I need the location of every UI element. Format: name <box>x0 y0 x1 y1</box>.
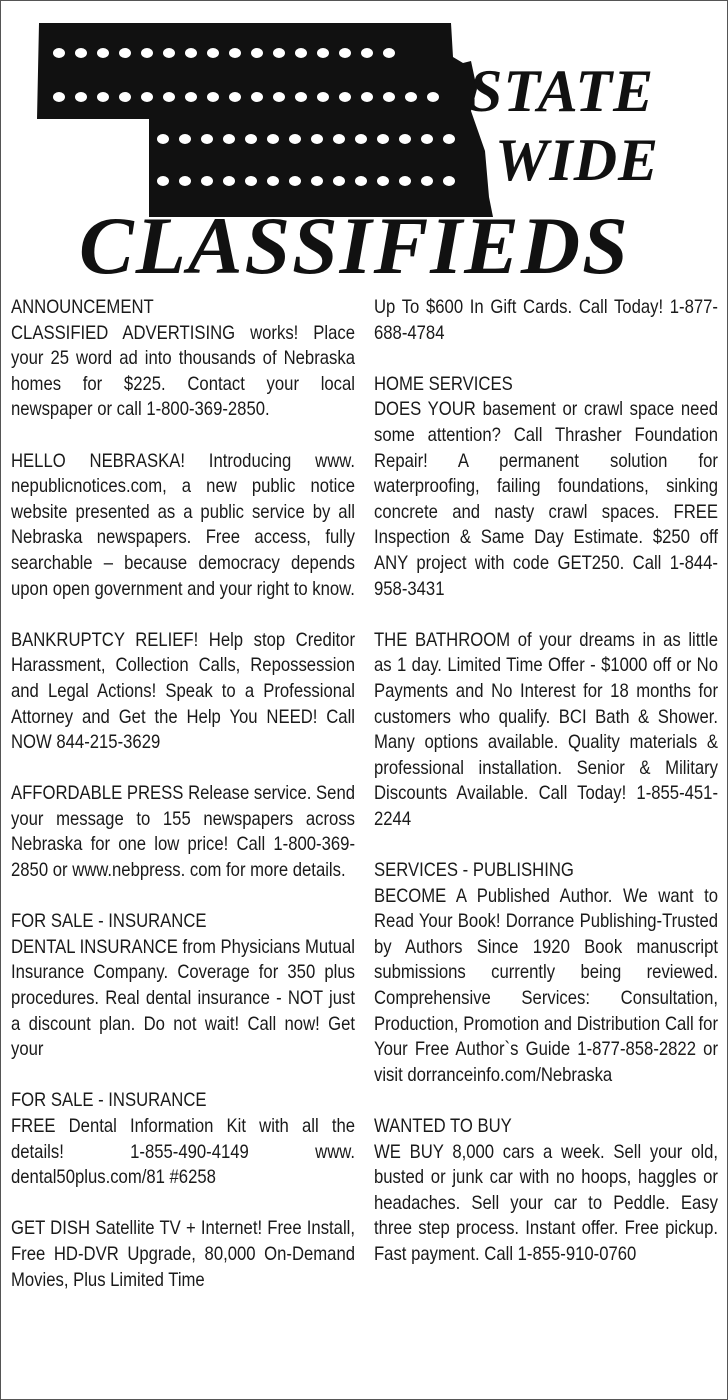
ad-text: GET DISH Satellite TV + Internet! Free Install, Free HD-DVR Upgrade, 80,000 On-Demand Movies, Plus Limited Time <box>11 1217 355 1291</box>
dot <box>289 134 301 144</box>
dot <box>443 176 455 186</box>
ad-text: DENTAL INSURANCE from Physicians Mutual Insurance Company. Coverage for 350 plus procedures. Real dental insurance - NOT just a discount plan. Do not wait! Call now! Get your <box>11 935 355 1061</box>
ad-dental-insurance <box>11 909 355 1063</box>
right-column <box>374 295 718 1268</box>
ad-heading: ANNOUNCEMENT <box>11 296 154 318</box>
ad-heading: WANTED TO BUY <box>374 1115 512 1137</box>
dot <box>207 48 219 58</box>
dot <box>251 92 263 102</box>
dot <box>311 176 323 186</box>
dot <box>157 176 169 186</box>
dot <box>377 176 389 186</box>
dot <box>355 134 367 144</box>
ad-heading: FOR SALE - INSURANCE <box>11 910 207 933</box>
dot <box>251 48 263 58</box>
dot <box>119 48 131 58</box>
dot <box>201 134 213 144</box>
dot <box>383 92 395 102</box>
ad-text: BANKRUPTCY RELIEF! Help stop Creditor Harassment, Collection Calls, Repossession and Legal Actions! Speak to a Professional Attorney and Get the Help You NEED! Call NOW 844-215-3629 <box>11 628 355 754</box>
ad-heading: HOME SERVICES <box>374 372 513 395</box>
dot <box>421 134 433 144</box>
dot <box>317 48 329 58</box>
dot <box>53 92 65 102</box>
ad-dish-tv <box>11 1216 355 1293</box>
dot <box>339 48 351 58</box>
dot <box>427 92 439 102</box>
masthead <box>1 1 728 297</box>
left-column <box>11 295 355 1293</box>
dot <box>229 92 241 102</box>
state-word: STATE <box>469 58 655 124</box>
ad-home-services <box>374 372 718 602</box>
dot <box>119 92 131 102</box>
dot <box>421 176 433 186</box>
dot <box>443 134 455 144</box>
ad-dish-tv-continued <box>374 295 718 346</box>
dot <box>289 176 301 186</box>
ad-text: CLASSIFIED ADVERTISING works! Place your 25 word ad into thousands of Nebraska homes for $225. Contact your local newspaper or call 1-800-369-2850. <box>11 321 355 421</box>
dot <box>207 92 219 102</box>
ad-text: HELLO NEBRASKA! Introducing www. nepublicnotices.com, a new public notice website presented as a public service by all Nebraska newspapers. Free access, fully searchable – because democracy depends upon open government and your right to know. <box>11 449 355 600</box>
dot <box>223 176 235 186</box>
ad-text: Up To $600 In Gift Cards. Call Today! 1-877-688-4784 <box>374 296 718 344</box>
dot <box>311 134 323 144</box>
dot <box>339 92 351 102</box>
dot <box>333 134 345 144</box>
dot <box>267 134 279 144</box>
dot <box>267 176 279 186</box>
dot <box>185 48 197 58</box>
dot <box>273 48 285 58</box>
dot <box>333 176 345 186</box>
ad-heading: FOR SALE - INSURANCE <box>11 1089 207 1112</box>
dot <box>179 134 191 144</box>
dot <box>97 92 109 102</box>
dot <box>317 92 329 102</box>
dot <box>157 134 169 144</box>
ad-announcement <box>11 295 355 423</box>
dot <box>361 92 373 102</box>
ad-text: WE BUY 8,000 cars a week. Sell your old, busted or junk car with no hoops, haggles or headaches. Sell your car to Peddle. Easy three step process. Instant offer. Free pickup. Fast payment. Call 1-855-910-0760 <box>374 1140 718 1265</box>
ad-text: BECOME A Published Author. We want to Read Your Book! Dorrance Publishing-Trusted by Authors Since 1920 Book manuscript submissions currently being reviewed. Comprehensive Services: Consultation, Production, Promotion and Distribution Call for Your Free Author`s Guide 1-877-858-2822 or visit dorranceinfo.com/Nebraska <box>374 884 718 1086</box>
dot <box>141 92 153 102</box>
dot <box>295 48 307 58</box>
dot <box>355 176 367 186</box>
classifieds-title: CLASSIFIEDS <box>79 200 630 291</box>
wide-word: WIDE <box>495 127 660 193</box>
dot <box>245 176 257 186</box>
dot <box>75 48 87 58</box>
ad-publishing <box>374 858 718 1088</box>
dot <box>399 134 411 144</box>
ad-bathroom <box>374 628 718 833</box>
dot <box>53 48 65 58</box>
ad-text: AFFORDABLE PRESS Release service. Send your message to 155 newspapers across Nebraska for one low price! Call 1-800-369-2850 or www.nebpress. com for more details. <box>11 782 355 882</box>
ad-wanted-to-buy <box>374 1114 718 1268</box>
dot <box>97 48 109 58</box>
ad-hello-nebraska <box>11 449 355 603</box>
dot <box>185 92 197 102</box>
ad-bankruptcy <box>11 628 355 756</box>
ad-text: THE BATHROOM of your dreams in as little as 1 day. Limited Time Offer - $1000 off or No Payments and No Interest for 18 months for customers who qualify. BCI Bath & Shower. Many options available. Quality materials & professional installation. Senior & Military Discounts Available. Call Today! 1-855-451-2244 <box>374 628 718 830</box>
dot <box>163 92 175 102</box>
ad-dental-kit <box>11 1088 355 1190</box>
dot <box>223 134 235 144</box>
dot <box>141 48 153 58</box>
dot <box>383 48 395 58</box>
ad-press-release <box>11 781 355 883</box>
dot <box>361 48 373 58</box>
dot <box>399 176 411 186</box>
dot <box>273 92 285 102</box>
dot <box>229 48 241 58</box>
ad-text: FREE Dental Information Kit with all the details! 1-855-490-4149 www. dental50plus.com/81 #6258 <box>11 1115 355 1189</box>
ad-heading: SERVICES - PUBLISHING <box>374 859 574 882</box>
ad-text: DOES YOUR basement or crawl space need some attention? Call Thrasher Foundation Repair! A permanent solution for waterproofing, failing foundations, sinking concrete and nasty crawl spaces. FREE Inspection & Same Day Estimate. $250 off ANY project with code GET250. Call 1-844-958-3431 <box>374 398 718 600</box>
dot <box>405 92 417 102</box>
dot <box>75 92 87 102</box>
dot <box>245 134 257 144</box>
dot <box>201 176 213 186</box>
dot <box>295 92 307 102</box>
dot <box>179 176 191 186</box>
dot <box>377 134 389 144</box>
dot <box>163 48 175 58</box>
